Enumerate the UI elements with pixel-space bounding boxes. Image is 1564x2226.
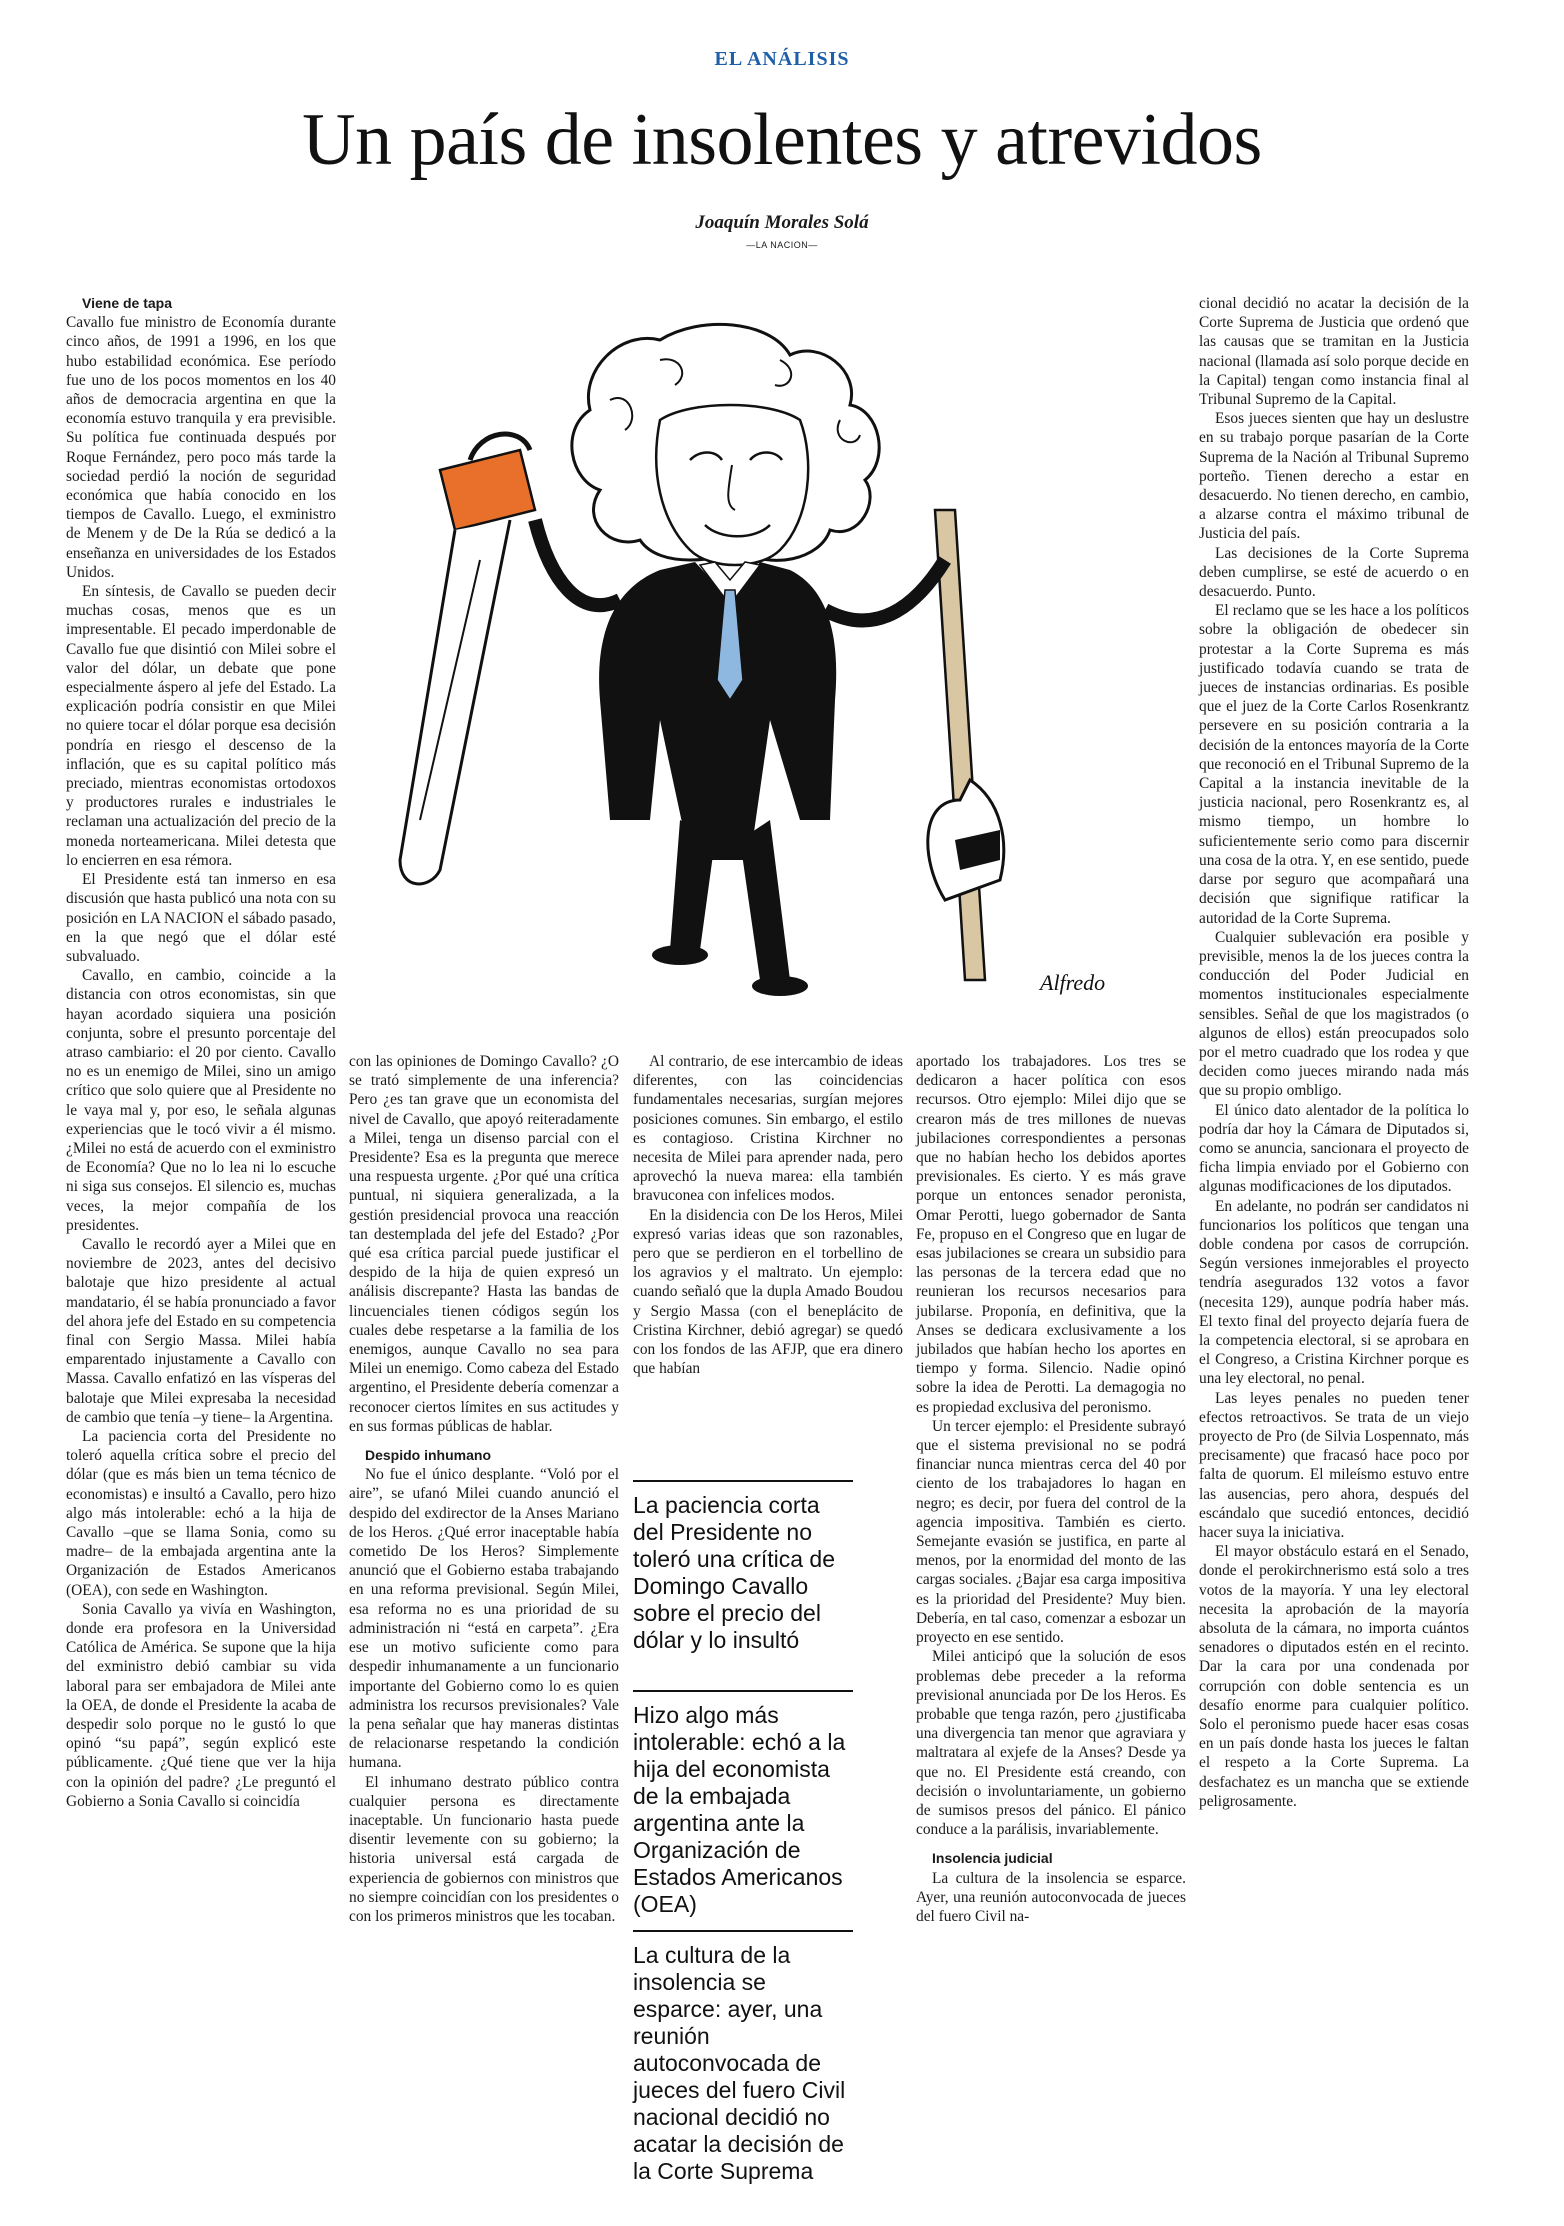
paragraph: cional decidió no acatar la decisión de la Corte Suprema de Justicia que ordenó que las causas que se tramitan en la Justicia nacional (llamada así solo porque decide en la Capital) tengan como instancia final al Tribunal Supremo de la Capital. xyxy=(1199,295,1469,409)
headline: Un país de insolentes y atrevidos xyxy=(302,99,1262,181)
paragraph: Las leyes penales no pueden tener efectos retroactivos. Se trata de un viejo proyecto de Pro (de Silvia Lospennato, más precisamente) que fracasó hace poco por falta de quorum. El mileísmo estuvo entre las ausencias, pero ahora, después del escándalo que sucedió entonces, decidió hacer suya la iniciativa. xyxy=(1199,1389,1469,1541)
subhead-insolencia-judicial: Insolencia judicial xyxy=(932,1850,1053,1867)
publication-credit: —LA NACION— xyxy=(746,240,818,250)
column-2 xyxy=(349,1052,619,1926)
caricature-illustration xyxy=(360,300,1185,1030)
paragraph: La cultura de la insolencia se esparce. Ayer, una reunión autoconvocada de jueces del fuero Civil na- xyxy=(916,1869,1186,1925)
paragraph: En síntesis, de Cavallo se pueden decir muchas cosas, menos que es un impresentable. El pecado imperdonable de Cavallo fue que disintió con Milei sobre el valor del dólar, un debate que pone especialmente áspero al jefe del Estado. La explicación podría consistir en que Milei no quiere tocar el dólar porque esa decisión pondría en riesgo el descenso de la inflación, que es su capital político más preciado, mientras economistas ortodoxos y productores rurales e industriales le reclaman una actualización del precio de la moneda norteamericana. Milei detesta que lo encierren en esa rémora. xyxy=(66,583,336,869)
column-5 xyxy=(1199,294,1469,1811)
paragraph: Cavallo le recordó ayer a Milei que en noviembre de 2023, antes del decisivo balotaje que hizo presidente al actual mandatario, él se había pronunciado a favor del ahora jefe del Estado en su competencia final con Sergio Massa. Milei había emparentado injustamente a Cavallo con Massa. Cavallo enfatizó en las vísperas del balotaje que Milei expresaba la necesidad de cambio que tenía –y tiene– la Argentina. xyxy=(66,1235,336,1426)
section-kicker: EL ANÁLISIS xyxy=(714,48,850,70)
subhead-despido-inhumano: Despido inhumano xyxy=(365,1447,491,1464)
paragraph: Milei anticipó que la solución de esos problemas debe preceder a la reforma previsional anunciada por De los Heros. Es probable que tenga razón, pero ¿justificaba una divergencia tan menor que agraviara y maltratara al exjefe de la Anses? Desde ya que no. El Presidente está creando, con decisión o involuntariamente, un gobierno de sumisos presos del pánico. El pánico conduce a la parálisis, invariablemente. xyxy=(916,1648,1186,1839)
paragraph: En adelante, no podrán ser candidatos ni funcionarios los políticos que tengan una doble condena por casos de corrupción. Según versiones inmejorables el proyecto tendría asegurados 132 votos a favor (necesita 129), aunque podría haber más. El texto final del proyecto dejaría fuera de la competencia electoral, si se aprobara en el Congreso, a Cristina Kirchner porque es una ley electoral, no penal. xyxy=(1199,1197,1469,1388)
paragraph: El Presidente está tan inmerso en esa discusión que hasta publicó una nota con su posición en LA NACION el sábado pasado, en la que negó que el dólar esté subvaluado. xyxy=(66,871,336,965)
byline: Joaquín Morales Solá xyxy=(695,212,869,233)
column-1 xyxy=(66,294,336,1811)
paragraph: aportado los trabajadores. Los tres se dedicaron a hacer política con esos recursos. Otro ejemplo: Milei dijo que se crearon más de tres millones de nuevas jubilaciones correspondientes a personas que no habían hecho los debidos aportes previsionales. Es cierto. Y es más grave porque un entonces senador peronista, Omar Perotti, luego gobernador de Santa Fe, propuso en el Congreso que en lugar de esas jubilaciones se creara un subsidio para las personas de la tercera edad que no reunieran los recursos necesarios para jubilarse. Proponía, en definitiva, que la Anses se dedicara exclusivamente a los jubilados que habían hecho los aportes en tiempo y forma. Silencio. Nadie opinó sobre la idea de Perotti. La demagogia no es propiedad exclusiva del peronismo. xyxy=(916,1053,1186,1416)
face-shape xyxy=(656,405,808,565)
paragraph: Al contrario, de ese intercambio de ideas diferentes, con las coincidencias fundamentales necesarias, surgían mejores posiciones comunes. Sin embargo, el estilo es contagioso. Cristina Kirchner no necesita de Milei para aprender nada, pero aprovechó la nueva marea: ella también bravuconea con infelices modos. xyxy=(633,1053,903,1205)
paragraph: Sonia Cavallo ya vivía en Washington, donde era profesora en la Universidad Católica de América. Se supone que la hija del exministro debió cambiar su vida laboral para ser embajadora de Milei ante la OEA, de donde el Presidente la acaba de despedir solo porque no le gustó lo que opinó “su papá”, según explicó este públicamente. ¿Qué tiene que ver la hija con la opinión del padre? ¿Le preguntó el Gobierno a Sonia Cavallo si coincidía xyxy=(66,1600,336,1810)
paragraph: El inhumano destrato público contra cualquier persona es directamente inaceptable. Un funcionario hasta puede disentir levemente con su gobierno; la historia universal está cargada de experiencia de gobiernos con ministros que no siempre coincidían con los presidentes o con los primeros ministros que les tocaban. xyxy=(349,1773,619,1925)
subhead-viene-de-tapa: Viene de tapa xyxy=(82,295,173,311)
paragraph: Cualquier sublevación era posible y previsible, menos la de los jueces contra la conducción del Poder Judicial en momentos institucionales especialmente sensibles. Señal de que los magistrados (o algunos de ellos) están preocupados solo por el metro cuadrado que los rodea y que deciden como jueces mirando nada más que su propio ombligo. xyxy=(1199,928,1469,1100)
pull-quote-3: La cultura de la insolencia se esparce: ayer, una reunión autoconvocada de jueces del fuero Civil nacional decidió no acatar la decisión de la Corte Suprema xyxy=(633,1930,853,2185)
paragraph: Las decisiones de la Corte Suprema deben cumplirse, se esté de acuerdo o en desacuerdo. Punto. xyxy=(1199,544,1469,601)
paragraph: El reclamo que se les hace a los políticos sobre la obligación de obedecer sin protestar a la Corte Suprema es más justificado todavía cuando se trata de jueces de instancias ordinarias. Es posible que el juez de la Corte Carlos Rosenkrantz persevere en su posición contraria a la decisión de la entonces mayoría de la Corte que reconoció en el Tribunal Supremo de la Capital a la instancia inevitable de la justicia nacional, pero Rosenkrantz es, al mismo tiempo, un hombre lo suficientemente serio como para discernir una cosa de la otra. Y, en ese sentido, puede darse por seguro que acompañará una decisión que signifique ratificar la autoridad de la Corte Suprema. xyxy=(1199,602,1469,927)
paragraph: La paciencia corta del Presidente no toleró aquella crítica sobre el precio del dólar (que es más bien un tema técnico de economistas) e insultó a Cavallo, pero hizo algo más intolerable: echó a la hija de Cavallo –que se llama Sonia, como su madre– de la embajada argentina ante la Organización de Estados Americanos (OEA), con sede en Washington. xyxy=(66,1427,336,1599)
column-4 xyxy=(916,1052,1186,1926)
paragraph: con las opiniones de Domingo Cavallo? ¿O se trató simplemente de una inferencia? Pero ¿es tan grave que un economista del nivel de Cavallo, que apoyó reiteradamente a Milei, tenga un disenso parcial con el Presidente? Esa es la pregunta que merece una respuesta urgente. ¿Por qué una crítica puntual, ni siquiera generalizada, a la gestión presidencial provoca una reacción tan destemplada del jefe del Estado? ¿Por qué esa crítica parcial puede justificar el despido de la hija de quien expresó un análisis discrepante? Hasta las bandas de lincuenciales tienen códigos según los cuales debe respetarse a la familia de los enemigos, aunque Cavallo no sea para Milei un enemigo. Como cabeza del Estado argentino, el Presidente debería comenzar a reconocer ciertos límites en sus actitudes y en sus formas públicas de hablar. xyxy=(349,1053,619,1435)
paragraph: Un tercer ejemplo: el Presidente subrayó que el sistema previsional no se podrá financiar nunca mientras cerca del 40 por ciento de los trabajadores lo hagan en negro; es decir, por fuera del control de la agencia impositiva. También es cierto. Semejante evasión se justifica, en parte al menos, por la enormidad del monto de las cargas sociales. ¿Bajar esa carga impositiva es la prioridad del Presidente? Muy bien. Debería, en tal caso, comenzar a esbozar un proyecto en ese sentido. xyxy=(916,1417,1186,1647)
paragraph: El mayor obstáculo estará en el Senado, donde el perokirchnerismo está solo a tres votos de la mayoría. Y una ley electoral necesita la aprobación de la mayoría absoluta de la cámara, no importa cuántos senadores o diputados estén en el recinto. Dar la cara por una condenada por corrupción con doble sentencia es un desafío enorme para cualquier político. Solo el peronismo puede hacer esas cosas en un país donde hasta los jueces le faltan el respeto a la Corte Suprema. La desfachatez es un mancha que se extiende peligrosamente. xyxy=(1199,1543,1469,1810)
chainsaw-icon xyxy=(400,434,535,884)
paragraph: Cavallo fue ministro de Economía durante cinco años, de 1991 a 1996, en los que hubo estabilidad económica. Ese período fue uno de los pocos momentos en los 40 años de democracia argentina en que la economía estuvo tranquila y era previsible. Su política fue continuada después por Roque Fernández, pero poco más tarde la sociedad perdió la noción de seguridad económica que había conocido en los tiempos de Cavallo. Luego, el exministro de Menem y de De la Rúa se dedicó a la enseñanza en universidades de los Estados Unidos. xyxy=(66,314,336,581)
paragraph: Esos jueces sienten que hay un deslustre en su trabajo porque pasarían de la Corte Suprema de la Nación al Tribunal Supremo porteño. Tienen derecho a estar en desacuerdo. No tienen derecho, en cambio, a alzarse contra el máximo tribunal de Justicia del país. xyxy=(1199,410,1469,543)
paragraph: Cavallo, en cambio, coincide a la distancia con otros economistas, sin que hayan acordado siquiera una posición conjunta, sobre el presunto porcentaje del atraso cambiario: el 20 por ciento. Cavallo no es un enemigo de Milei, sino un amigo crítico que solo quiere que al Presidente no le vaya mal y, por eso, le señala algunas experiencias que le tocó vivir a él mismo. ¿Milei no está de acuerdo con el exministro de Economía? Que no lo lea ni lo escuche ni siga sus consejos. El silencio es, muchas veces, la mejor compañía de los presidentes. xyxy=(66,967,336,1234)
pull-quote-2: Hizo algo más intolerable: echó a la hija del economista de la embajada argentina ante la Organización de Estados Americanos (OEA) xyxy=(633,1690,853,1918)
paragraph: El único dato alentador de la política lo podría dar hoy la Cámara de Diputados si, como se anuncia, sancionara el proyecto de ficha limpia enviado por el Gobierno con algunas modificaciones de los diputados. xyxy=(1199,1101,1469,1196)
paragraph: En la disidencia con De los Heros, Milei expresó varias ideas que son razonables, pero que se perdieron en el torbellino de los agravios y el maltrato. Un ejemplo: cuando señaló que la dupla Amado Boudou y Sergio Massa (con el beneplácito de Cristina Kirchner, debió agregar) se quedó con los fondos de las AFJP, que era dinero que habían xyxy=(633,1206,903,1378)
paragraph: No fue el único desplante. “Voló por el aire”, se ufanó Milei cuando anunció el despido del exdirector de la Anses Mariano de los Heros. ¿Qué error inaceptable había cometido De los Heros? Simplemente anunció que el Gobierno estaba trabajando en una reforma previsional. Según Milei, esa reforma no es una prioridad de su administración ni “está en carpeta”. ¿Era ese un motivo suficiente como para despedir inhumanamente a un funcionario importante del Gobierno como lo es quien administra los recursos previsionales? Vale la pena señalar que hay maneras distintas de relacionarse respetando la condición humana. xyxy=(349,1466,619,1772)
pull-quote-1: La paciencia corta del Presidente no toleró una crítica de Domingo Cavallo sobre el precio del dólar y lo insultó xyxy=(633,1480,853,1654)
column-3 xyxy=(633,1052,903,1378)
suit-body xyxy=(599,562,836,860)
cartoon-signature: Alfredo xyxy=(1040,970,1106,995)
